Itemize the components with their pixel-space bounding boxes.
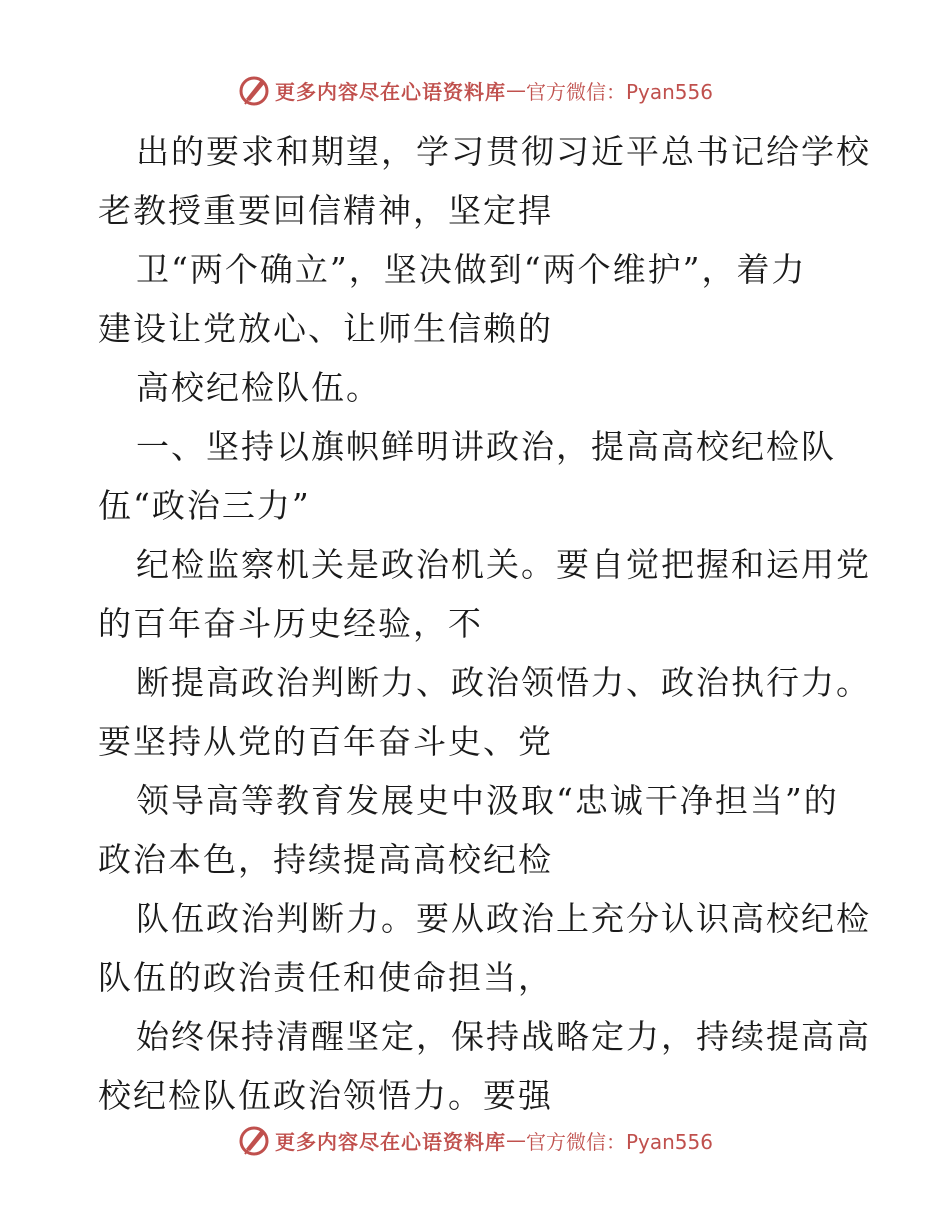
banner-title: 更多内容尽在心语资料库 xyxy=(274,79,506,104)
section-heading: 一、坚持以旗帜鲜明讲政治，提高高校纪检队 xyxy=(136,427,836,466)
text-line: 始终保持清醒坚定，保持战略定力，持续提高高 xyxy=(136,1017,871,1056)
header-banner xyxy=(0,70,950,110)
text-line: 老教授重要回信精神，坚定捍 xyxy=(98,191,553,230)
banner-wechat: 官方微信：Pyan556 xyxy=(525,1129,713,1154)
banner-separator: — xyxy=(505,1128,526,1152)
text-line: 领导高等教育发展史中汲取“忠诚干净担当”的 xyxy=(136,781,839,820)
text-line: 建设让党放心、让师生信赖的 xyxy=(98,309,553,348)
banner-wechat: 官方微信：Pyan556 xyxy=(525,79,713,104)
quill-pen-logo-icon xyxy=(237,73,271,107)
text-line: 断提高政治判断力、政治领悟力、政治执行力。 xyxy=(136,663,871,702)
banner-title: 更多内容尽在心语资料库 xyxy=(274,1129,506,1154)
text-line: 卫“两个确立”，坚决做到“两个维护”，着力 xyxy=(136,250,807,289)
text-line: 政治本色，持续提高高校纪检 xyxy=(98,840,553,879)
section-heading-cont: 伍“政治三力” xyxy=(98,486,311,525)
text-line: 要坚持从党的百年奋斗史、党 xyxy=(98,722,553,761)
text-line: 出的要求和期望，学习贯彻习近平总书记给学校 xyxy=(136,132,871,171)
text-line: 队伍的政治责任和使命担当， xyxy=(98,958,553,997)
document-body xyxy=(98,122,871,1125)
quill-pen-logo-icon xyxy=(237,1123,271,1157)
text-line: 校纪检队伍政治领悟力。要强 xyxy=(98,1076,553,1115)
text-line: 纪检监察机关是政治机关。要自觉把握和运用党 xyxy=(136,545,871,584)
text-line: 队伍政治判断力。要从政治上充分认识高校纪检 xyxy=(136,899,871,938)
text-line: 的百年奋斗历史经验，不 xyxy=(98,604,483,643)
text-line: 高校纪检队伍。 xyxy=(136,368,381,407)
banner-separator: — xyxy=(505,78,526,102)
footer-banner xyxy=(0,1120,950,1160)
